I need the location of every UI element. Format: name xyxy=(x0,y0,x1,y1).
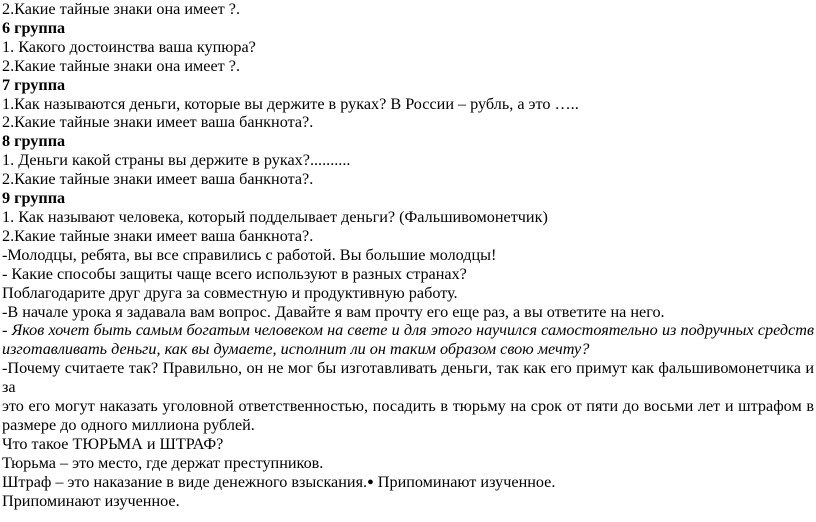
text-line-9: 1. Деньги какой страны вы держите в руках?.......... xyxy=(2,151,351,170)
italic-question-line-2: изготавливать деньги, как вы думаете, исполнит ли он таким образом свою мечту? xyxy=(2,340,590,359)
paragraph-line-2: это его могут наказать уголовной ответственностью, посадить в тюрьму на срок от пяти до восьми лет и штрафом в xyxy=(2,397,814,416)
text-line-13: 2.Какие тайные знаки имеет ваша банкнота?. xyxy=(2,226,314,245)
text-line-10: 2.Какие тайные знаки имеет ваша банкнота?. xyxy=(2,170,314,189)
paragraph-line-3: размере до одного миллиона рублей. xyxy=(2,415,255,434)
text-line-17: -В начале урока я задавала вам вопрос. Давайте я вам прочту его еще раз, а вы ответите на него. xyxy=(2,302,665,321)
text-line-7: 2.Какие тайные знаки имеет ваша банкнота?. xyxy=(2,113,314,132)
text-line-24: Тюрьма – это место, где держат преступников. xyxy=(2,453,324,472)
fine-definition: Штраф – это наказание в виде денежного взыскания. xyxy=(2,472,368,491)
text-line-4: 2.Какие тайные знаки она имеет ?. xyxy=(2,56,240,75)
text-line-25 xyxy=(2,473,814,492)
text-line-15: - Какие способы защиты чаще всего используют в разных странах? xyxy=(2,264,467,283)
text-line-12: 1. Как называют человека, который подделывает деньги? (Фальшивомонетчик) xyxy=(2,207,548,226)
text-line-26: Припоминают изученное. xyxy=(2,491,180,510)
italic-question-line-1: - Яков хочет быть самым богатым человеком на свете и для этого научился самостоятельно из подручных средств xyxy=(2,321,814,340)
fine-note: Припоминают изученное. xyxy=(373,472,556,491)
text-line-14: -Молодцы, ребята, вы все справились с работой. Вы большие молодцы! xyxy=(2,245,497,264)
group-heading-6: 6 группа xyxy=(2,18,66,37)
text-line-6: 1.Как называются деньги, которые вы держите в руках? В России – рубль, а это ….. xyxy=(2,94,579,113)
text-line-1: 2.Какие тайные знаки она имеет ?. xyxy=(2,0,240,18)
text-line-23: Что такое ТЮРЬМА и ШТРАФ? xyxy=(2,434,224,453)
text-line-16: Поблагодарите друг друга за совместную и продуктивную работу. xyxy=(2,283,458,302)
group-heading-8: 8 группа xyxy=(2,132,66,151)
document-page xyxy=(2,0,814,510)
paragraph-line-1: -Почему считаете так? Правильно, он не мог бы изготавливать деньги, так как его примут как фальшивомонетчика и за xyxy=(2,359,814,397)
text-line-3: 1. Какого достоинства ваша купюра? xyxy=(2,37,256,56)
bullet-icon: ● xyxy=(367,475,374,488)
group-heading-9: 9 группа xyxy=(2,189,66,208)
group-heading-7: 7 группа xyxy=(2,75,66,94)
